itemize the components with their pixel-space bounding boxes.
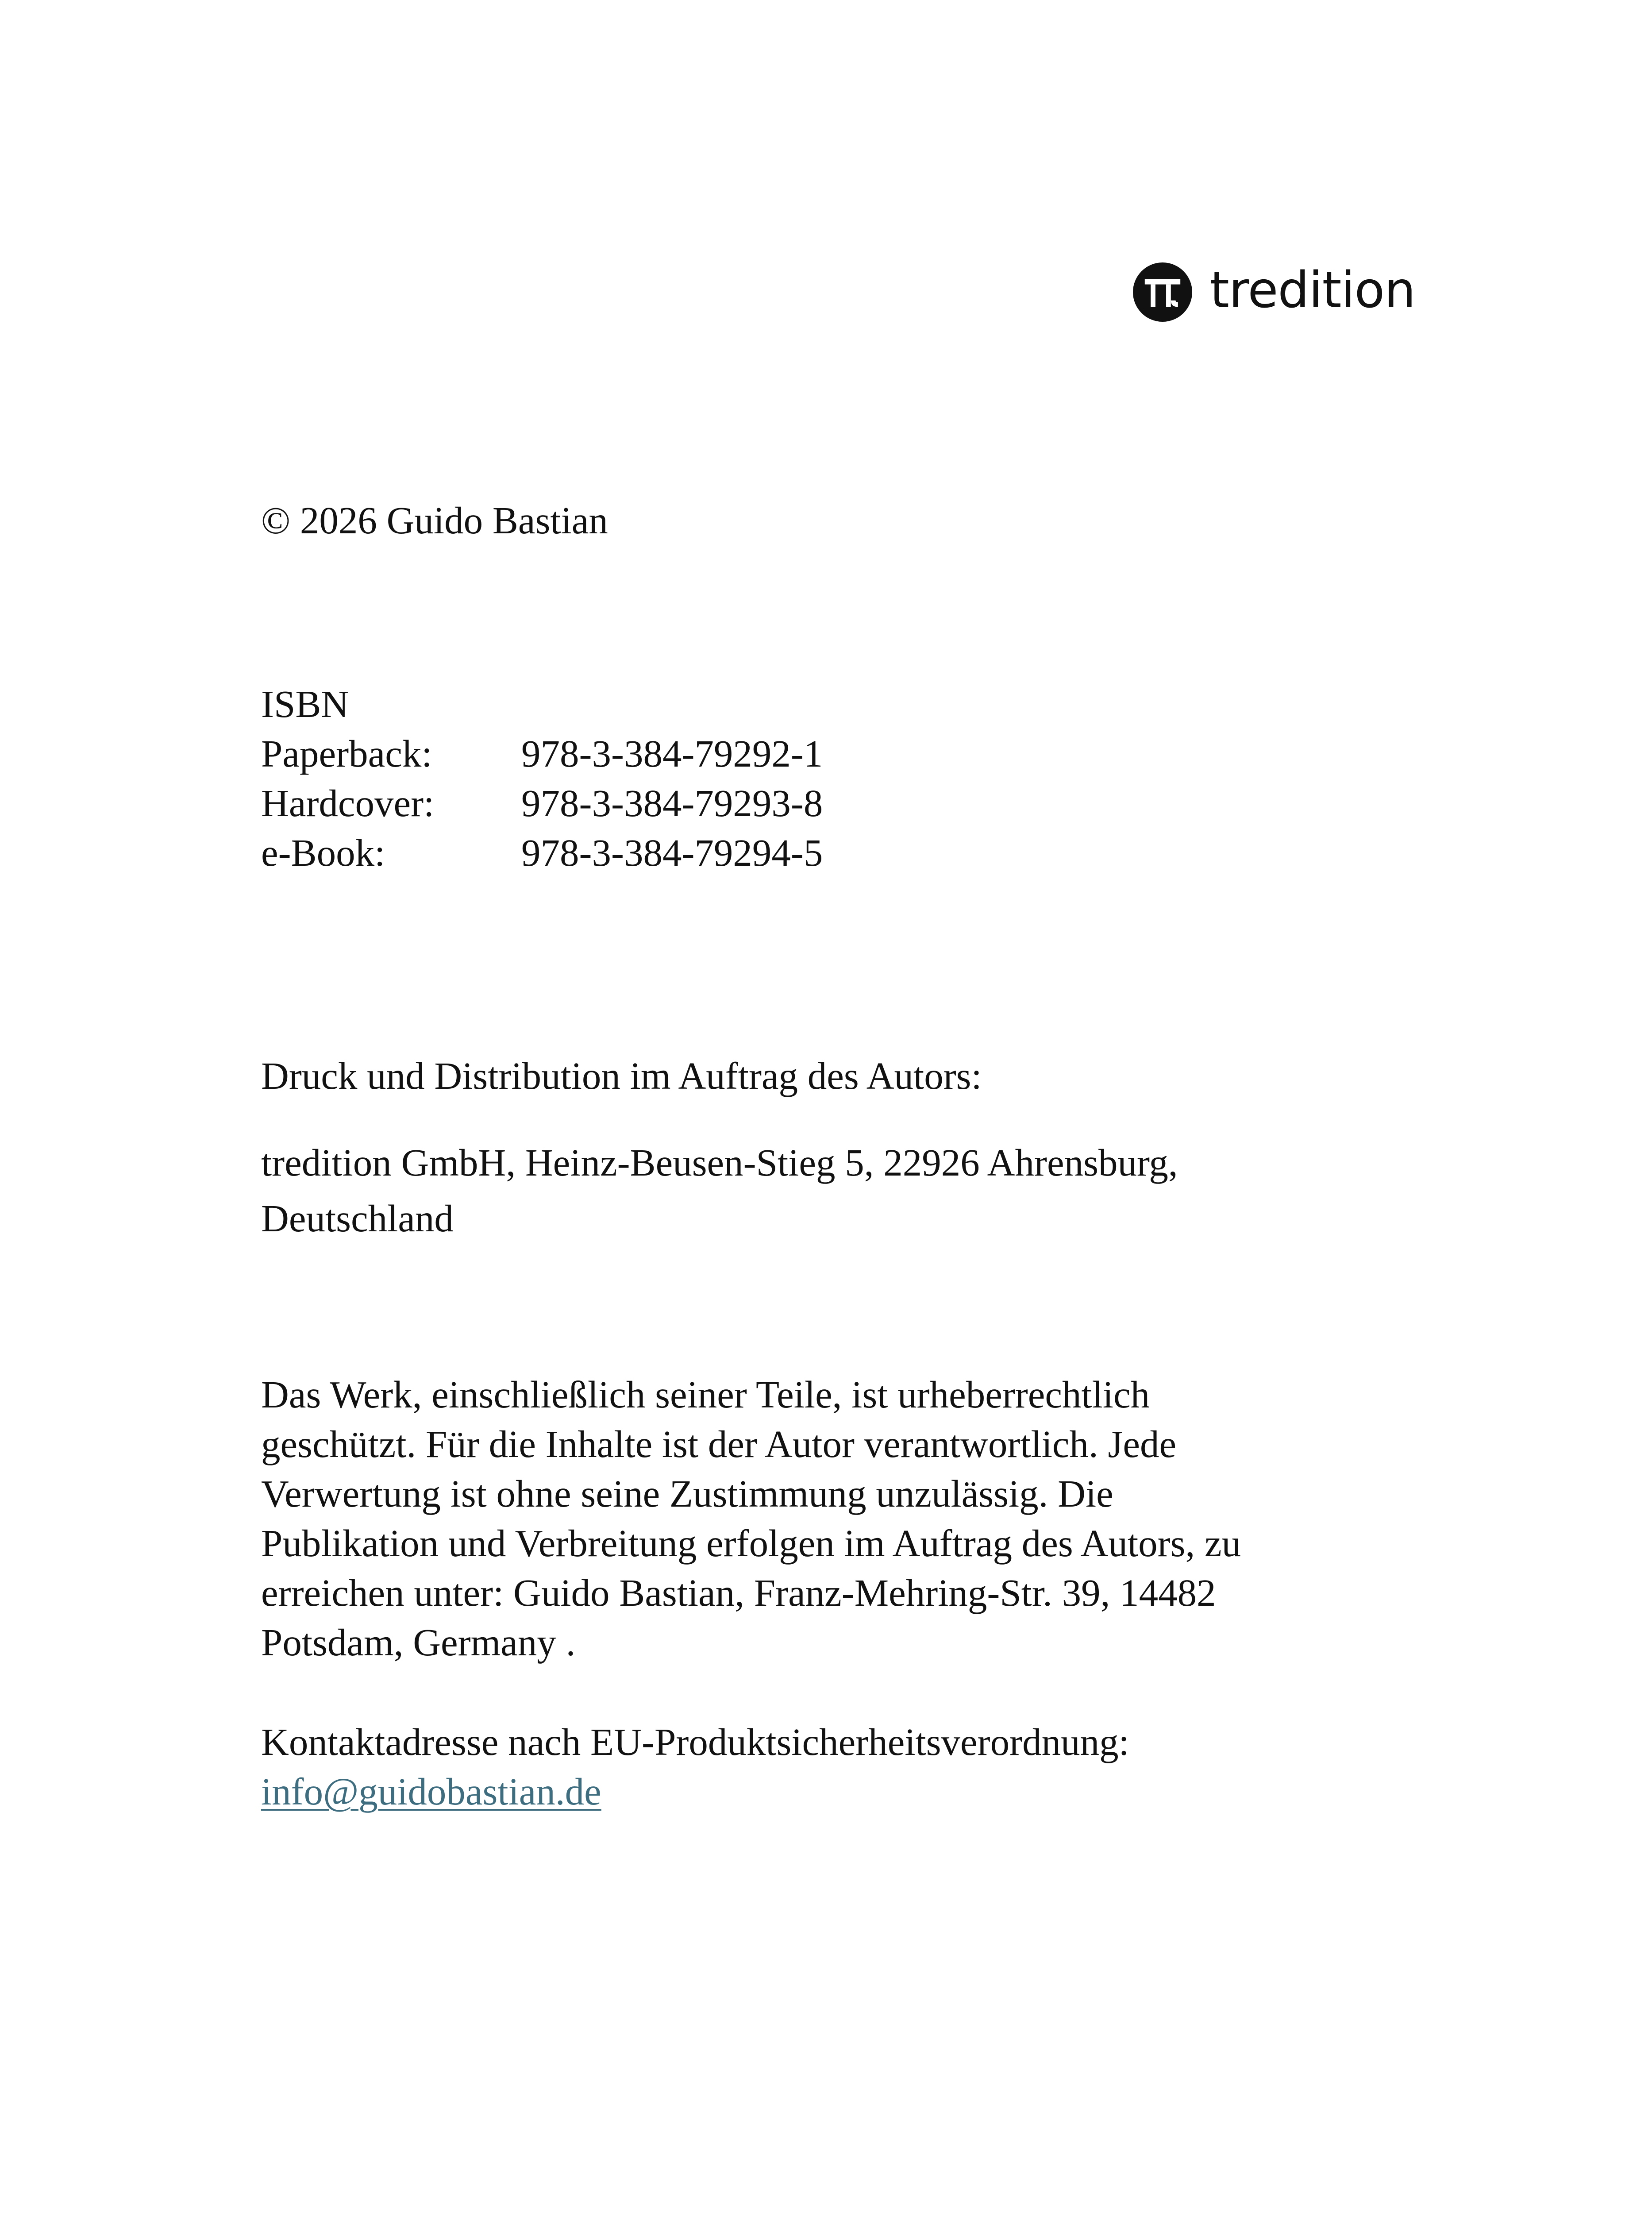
isbn-label: Paperback: [261,732,432,775]
legal-line: erreichen unter: Guido Bastian, Franz-Mehring-Str. 39, 14482 [261,1571,1216,1614]
publisher-address-line1: tredition GmbH, Heinz-Beusen-Stieg 5, 22926 Ahrensburg, [261,1141,1178,1184]
isbn-row-hardcover [261,779,823,828]
contact-email-link[interactable]: info@guidobastian.de [261,1770,601,1813]
isbn-block [261,679,823,878]
isbn-value: 978-3-384-79293-8 [521,782,823,825]
legal-line: geschützt. Für die Inhalte ist der Autor verantwortlich. Jede [261,1423,1177,1465]
isbn-value: 978-3-384-79292-1 [521,732,823,775]
tredition-logo-icon [1133,262,1192,322]
printing-heading: Druck und Distribution im Auftrag des Autors: [261,1054,982,1097]
contact-label: Kontaktadresse nach EU-Produktsicherheitsverordnung: [261,1720,1129,1763]
copyright-notice: © 2026 Guido Bastian [261,499,608,542]
legal-line: Das Werk, einschließlich seiner Teile, ist urheberrechtlich [261,1373,1150,1416]
printing-info [261,1051,1178,1243]
logo-wordmark: tredition [1210,262,1416,319]
isbn-row-paperback [261,729,823,779]
copyright-legal-notice [261,1370,1241,1667]
isbn-value: 978-3-384-79294-5 [521,831,823,874]
legal-line: Publikation und Verbreitung erfolgen im Auftrag des Autors, zu [261,1522,1241,1565]
contact-block [261,1717,1129,1816]
publisher-logo [1133,261,1415,323]
publisher-address-line2: Deutschland [261,1197,454,1240]
legal-line: Potsdam, Germany . [261,1621,576,1664]
isbn-label: Hardcover: [261,782,435,825]
legal-line: Verwertung ist ohne seine Zustimmung unzulässig. Die [261,1472,1113,1515]
isbn-row-ebook [261,828,823,878]
isbn-heading: ISBN [261,682,349,725]
isbn-label: e-Book: [261,831,385,874]
